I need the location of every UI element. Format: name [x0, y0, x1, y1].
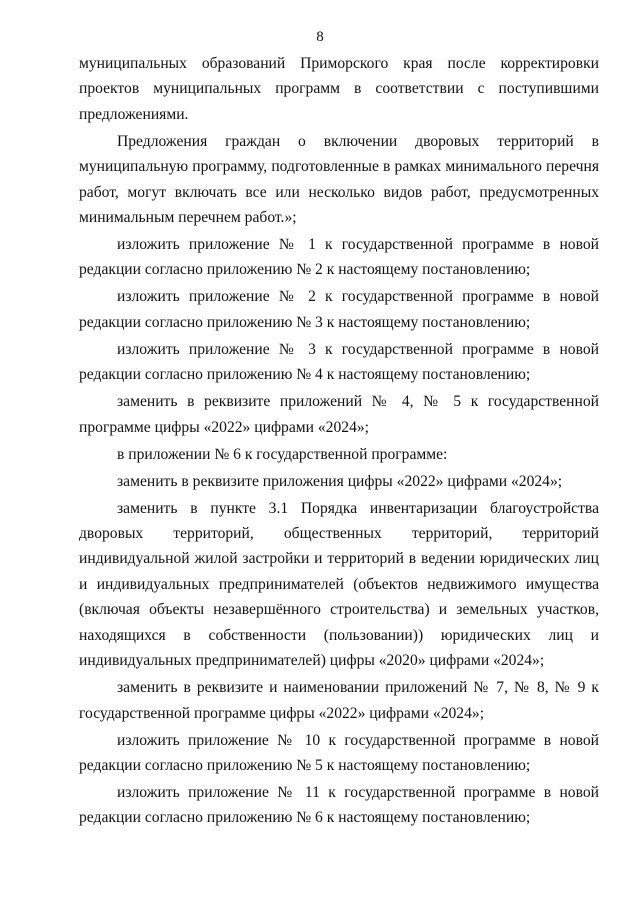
paragraph: заменить в пункте 3.1 Порядка инвентаризации благоустройства дворовых территорий, общественных территорий, территорий индивидуальной жилой застройки и территорий в ведении юридических лиц и индивидуальных предпринимателей (объектов недвижимого имущества (включая объекты незавершённого строительства) и земельных участков, находящихся в собственности (пользовании)) юридических лиц и индивидуальных предпринимателей) цифры «2020» цифрами «2024»; [79, 499, 599, 670]
document-body [79, 51, 599, 832]
paragraph: изложить приложение № 11 к государственной программе в новой редакции согласно приложению № 6 к настоящему постановлению; [79, 783, 599, 827]
paragraph: муниципальных образований Приморского края после корректировки проектов муниципальных программ в соответствии с поступившими предложениями. [79, 55, 599, 123]
paragraph: изложить приложение № 2 к государственной программе в новой редакции согласно приложению № 3 к настоящему постановлению; [79, 288, 599, 331]
paragraph: заменить в реквизите приложения цифры «2022» цифрами «2024»; [117, 472, 563, 490]
paragraph: заменить в реквизите и наименовании приложений № 7, № 8, № 9 к государственной программе цифры «2022» цифрами «2024»; [79, 679, 599, 722]
page-number: 8 [316, 29, 324, 45]
paragraph: изложить приложение № 10 к государственной программе в новой редакции согласно приложению № 5 к настоящему постановлению; [79, 731, 599, 774]
paragraph: изложить приложение № 1 к государственной программе в новой редакции согласно приложению № 2 к настоящему постановлению; [79, 236, 599, 279]
paragraph: изложить приложение № 3 к государственной программе в новой редакции согласно приложению № 4 к настоящему постановлению; [79, 340, 599, 384]
paragraph: заменить в реквизите приложений № 4, № 5 к государственной программе цифры «2022» цифрами «2024»; [79, 393, 599, 436]
paragraph: Предложения граждан о включении дворовых территорий в муниципальную программу, подготовленные в рамках минимального перечня работ, могут включать все или несколько видов работ, предусмотренных минимальным перечнем работ.»; [79, 132, 599, 227]
paragraph: в приложении № 6 к государственной программе: [117, 445, 448, 463]
